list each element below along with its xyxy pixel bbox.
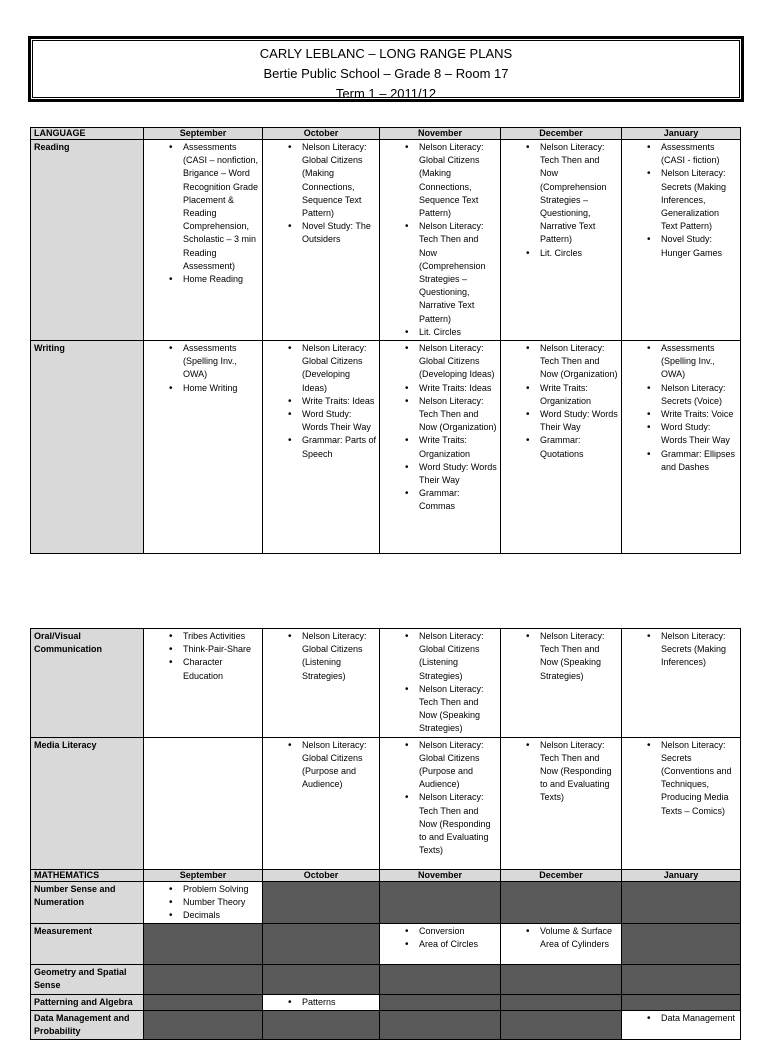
plan-list <box>383 141 497 339</box>
plan-list <box>504 925 618 951</box>
month-header: December <box>501 128 622 140</box>
plan-item: • Novel Study: Hunger Games <box>649 233 737 259</box>
plan-list <box>625 141 737 260</box>
month-header: December <box>501 869 622 881</box>
plan-cell <box>380 341 501 554</box>
plan-item: • Grammar: Quotations <box>528 434 618 460</box>
plan-item: • Write Traits: Organization <box>407 434 497 460</box>
plan-item: • Assessments (CASI – nonfiction, Brigance – Word Recognition Grade Placement & Reading Comprehension, Scholastic – 3 min Reading Assessment) <box>171 141 259 273</box>
empty-shaded-cell <box>380 965 501 994</box>
plan-item: • Lit. Circles <box>407 326 497 339</box>
plan-list <box>266 739 376 792</box>
plan-cell <box>380 629 501 738</box>
plan-row <box>31 994 741 1010</box>
plan-item: • Nelson Literacy: Tech Then and Now (Organization) <box>407 395 497 435</box>
plan-list <box>147 342 259 395</box>
plan-row <box>31 629 741 738</box>
plan-cell <box>622 629 741 738</box>
plan-cell <box>622 341 741 554</box>
plan-cell <box>380 140 501 341</box>
plan-item: • Novel Study: The Outsiders <box>290 220 376 246</box>
plan-item: • Nelson Literacy: Global Citizens (Developing Ideas) <box>290 342 376 395</box>
plan-item: • Nelson Literacy: Global Citizens (Listening Strategies) <box>407 630 497 683</box>
plan-list <box>266 141 376 247</box>
plan-item: • Nelson Literacy: Global Citizens (Purpose and Audience) <box>407 739 497 792</box>
plan-item: • Grammar: Commas <box>407 487 497 513</box>
plan-list <box>266 996 376 1009</box>
document-title-box <box>28 36 744 102</box>
plan-list <box>147 141 259 286</box>
plan-item: • Data Management <box>649 1012 737 1025</box>
plan-list <box>625 1012 737 1025</box>
strand-label: Geometry and Spatial Sense <box>31 965 144 994</box>
plan-cell <box>380 924 501 965</box>
plan-list <box>147 883 259 923</box>
plan-list <box>266 342 376 461</box>
empty-shaded-cell <box>501 994 622 1010</box>
plan-row <box>31 737 741 869</box>
math-heading: MATHEMATICS <box>31 869 144 881</box>
plan-row <box>31 881 741 924</box>
plan-item: • Nelson Literacy: Global Citizens (Making Connections, Sequence Text Pattern) <box>290 141 376 220</box>
plan-cell <box>501 737 622 869</box>
plan-item: • Word Study: Words Their Way <box>528 408 618 434</box>
plan-list <box>625 342 737 474</box>
plan-cell <box>622 140 741 341</box>
plan-list <box>383 925 497 951</box>
empty-shaded-cell <box>380 881 501 924</box>
plan-item: • Write Traits: Ideas <box>407 382 497 395</box>
month-header: January <box>622 128 741 140</box>
plan-cell <box>501 341 622 554</box>
plan-list <box>383 739 497 858</box>
plan-cell <box>501 629 622 738</box>
title-line-2: Bertie Public School – Grade 8 – Room 17 <box>263 66 509 81</box>
plan-item: • Assessments (CASI - fiction) <box>649 141 737 167</box>
month-header: October <box>263 128 380 140</box>
plan-cell <box>263 737 380 869</box>
plan-list <box>625 630 737 670</box>
plan-item: • Nelson Literacy: Global Citizens (Listening Strategies) <box>290 630 376 683</box>
plan-item: • Word Study: Words Their Way <box>407 461 497 487</box>
empty-shaded-cell <box>144 1010 263 1039</box>
month-header: November <box>380 128 501 140</box>
plan-cell <box>144 140 263 341</box>
plan-item: • Write Traits: Ideas <box>290 395 376 408</box>
empty-shaded-cell <box>501 965 622 994</box>
plan-item: • Grammar: Ellipses and Dashes <box>649 448 737 474</box>
plan-cell <box>144 737 263 869</box>
month-header: January <box>622 869 741 881</box>
month-header: September <box>144 869 263 881</box>
plan-item: • Problem Solving <box>171 883 259 896</box>
plan-item: • Lit. Circles <box>528 247 618 260</box>
plan-row <box>31 341 741 554</box>
title-line-3: Term 1 – 2011/12 <box>335 86 437 101</box>
language-header-row <box>31 128 741 140</box>
plan-list <box>383 630 497 736</box>
plan-cell <box>263 140 380 341</box>
plan-cell <box>501 140 622 341</box>
empty-shaded-cell <box>622 924 741 965</box>
plan-item: • Nelson Literacy: Global Citizens (Purpose and Audience) <box>290 739 376 792</box>
plan-item: • Conversion <box>407 925 497 938</box>
plan-item: • Decimals <box>171 909 259 922</box>
plan-item: • Patterns <box>290 996 376 1009</box>
language-table <box>30 127 741 554</box>
plan-list <box>383 342 497 514</box>
month-header: November <box>380 869 501 881</box>
empty-shaded-cell <box>263 1010 380 1039</box>
plan-item: • Nelson Literacy: Tech Then and Now (Comprehension Strategies – Questioning, Narrative Text Pattern) <box>528 141 618 247</box>
plan-item: • Character Education <box>171 656 259 682</box>
plan-row <box>31 965 741 994</box>
plan-item: • Nelson Literacy: Tech Then and Now (Responding to and Evaluating Texts) <box>407 791 497 857</box>
strand-label: Patterning and Algebra <box>31 994 144 1010</box>
plan-cell <box>263 994 380 1010</box>
strand-label: Oral/Visual Communication <box>31 629 144 738</box>
plan-item: • Nelson Literacy: Global Citizens (Making Connections, Sequence Text Pattern) <box>407 141 497 220</box>
plan-cell <box>263 629 380 738</box>
empty-shaded-cell <box>622 965 741 994</box>
language-heading: LANGUAGE <box>31 128 144 140</box>
empty-shaded-cell <box>622 881 741 924</box>
plan-cell <box>622 1010 741 1039</box>
plan-item: • Word Study: Words Their Way <box>290 408 376 434</box>
plan-item: • Nelson Literacy: Tech Then and Now (Responding to and Evaluating Texts) <box>528 739 618 805</box>
plan-item: • Write Traits: Voice <box>649 408 737 421</box>
plan-list <box>504 342 618 461</box>
plan-item: • Assessments (Spelling Inv., OWA) <box>649 342 737 382</box>
strand-label: Data Management and Probability <box>31 1010 144 1039</box>
month-header: September <box>144 128 263 140</box>
plan-row <box>31 924 741 965</box>
language-body <box>31 140 741 554</box>
plan-cell <box>501 924 622 965</box>
plan-item: • Nelson Literacy: Secrets (Making Inferences) <box>649 630 737 670</box>
empty-shaded-cell <box>501 881 622 924</box>
plan-row <box>31 1010 741 1039</box>
plan-item: • Nelson Literacy: Tech Then and Now (Speaking Strategies) <box>407 683 497 736</box>
plan-item: • Nelson Literacy: Secrets (Voice) <box>649 382 737 408</box>
plan-item: • Word Study: Words Their Way <box>649 421 737 447</box>
title-line-1: CARLY LEBLANC – LONG RANGE PLANS <box>259 46 513 61</box>
plan-item: • Nelson Literacy: Tech Then and Now (Comprehension Strategies – Questioning, Narrative Text Pattern) <box>407 220 497 326</box>
plan-item: • Home Writing <box>171 382 259 395</box>
plan-list <box>504 739 618 805</box>
plan-list <box>504 141 618 260</box>
plan-cell <box>263 341 380 554</box>
plan-list <box>147 630 259 683</box>
plan-item: • Number Theory <box>171 896 259 909</box>
empty-shaded-cell <box>501 1010 622 1039</box>
plan-cell <box>144 881 263 924</box>
strand-label: Measurement <box>31 924 144 965</box>
plan-item: • Think-Pair-Share <box>171 643 259 656</box>
math-body <box>31 881 741 1040</box>
plan-item: • Assessments (Spelling Inv., OWA) <box>171 342 259 382</box>
strand-label: Writing <box>31 341 144 554</box>
plan-item: • Write Traits: Organization <box>528 382 618 408</box>
empty-shaded-cell <box>144 924 263 965</box>
strand-label: Number Sense and Numeration <box>31 881 144 924</box>
plan-list <box>625 739 737 818</box>
plan-item: • Nelson Literacy: Tech Then and Now (Speaking Strategies) <box>528 630 618 683</box>
empty-shaded-cell <box>263 924 380 965</box>
plan-cell <box>144 341 263 554</box>
empty-shaded-cell <box>263 965 380 994</box>
plan-item: • Tribes Activities <box>171 630 259 643</box>
month-header: October <box>263 869 380 881</box>
plan-row <box>31 140 741 341</box>
empty-shaded-cell <box>144 965 263 994</box>
plan-cell <box>380 737 501 869</box>
plan-item: • Volume & Surface Area of Cylinders <box>528 925 618 951</box>
empty-shaded-cell <box>144 994 263 1010</box>
plan-item: • Nelson Literacy: Secrets (Making Inferences, Generalization Text Pattern) <box>649 167 737 233</box>
empty-shaded-cell <box>380 994 501 1010</box>
plans-table-continued <box>30 628 741 1040</box>
strand-label: Reading <box>31 140 144 341</box>
plan-cell <box>622 737 741 869</box>
plan-item: • Grammar: Parts of Speech <box>290 434 376 460</box>
plan-item: • Nelson Literacy: Secrets (Conventions and Techniques, Producing Media Texts – Comics) <box>649 739 737 818</box>
plan-cell <box>144 629 263 738</box>
plan-item: • Area of Circles <box>407 938 497 951</box>
math-header-row <box>31 869 741 881</box>
language-continued-body <box>31 629 741 870</box>
empty-shaded-cell <box>380 1010 501 1039</box>
plan-item: • Home Reading <box>171 273 259 286</box>
empty-shaded-cell <box>263 881 380 924</box>
strand-label: Media Literacy <box>31 737 144 869</box>
plan-list <box>504 630 618 683</box>
plan-item: • Nelson Literacy: Global Citizens (Developing Ideas) <box>407 342 497 382</box>
plan-list <box>266 630 376 683</box>
plan-item: • Nelson Literacy: Tech Then and Now (Organization) <box>528 342 618 382</box>
empty-shaded-cell <box>622 994 741 1010</box>
